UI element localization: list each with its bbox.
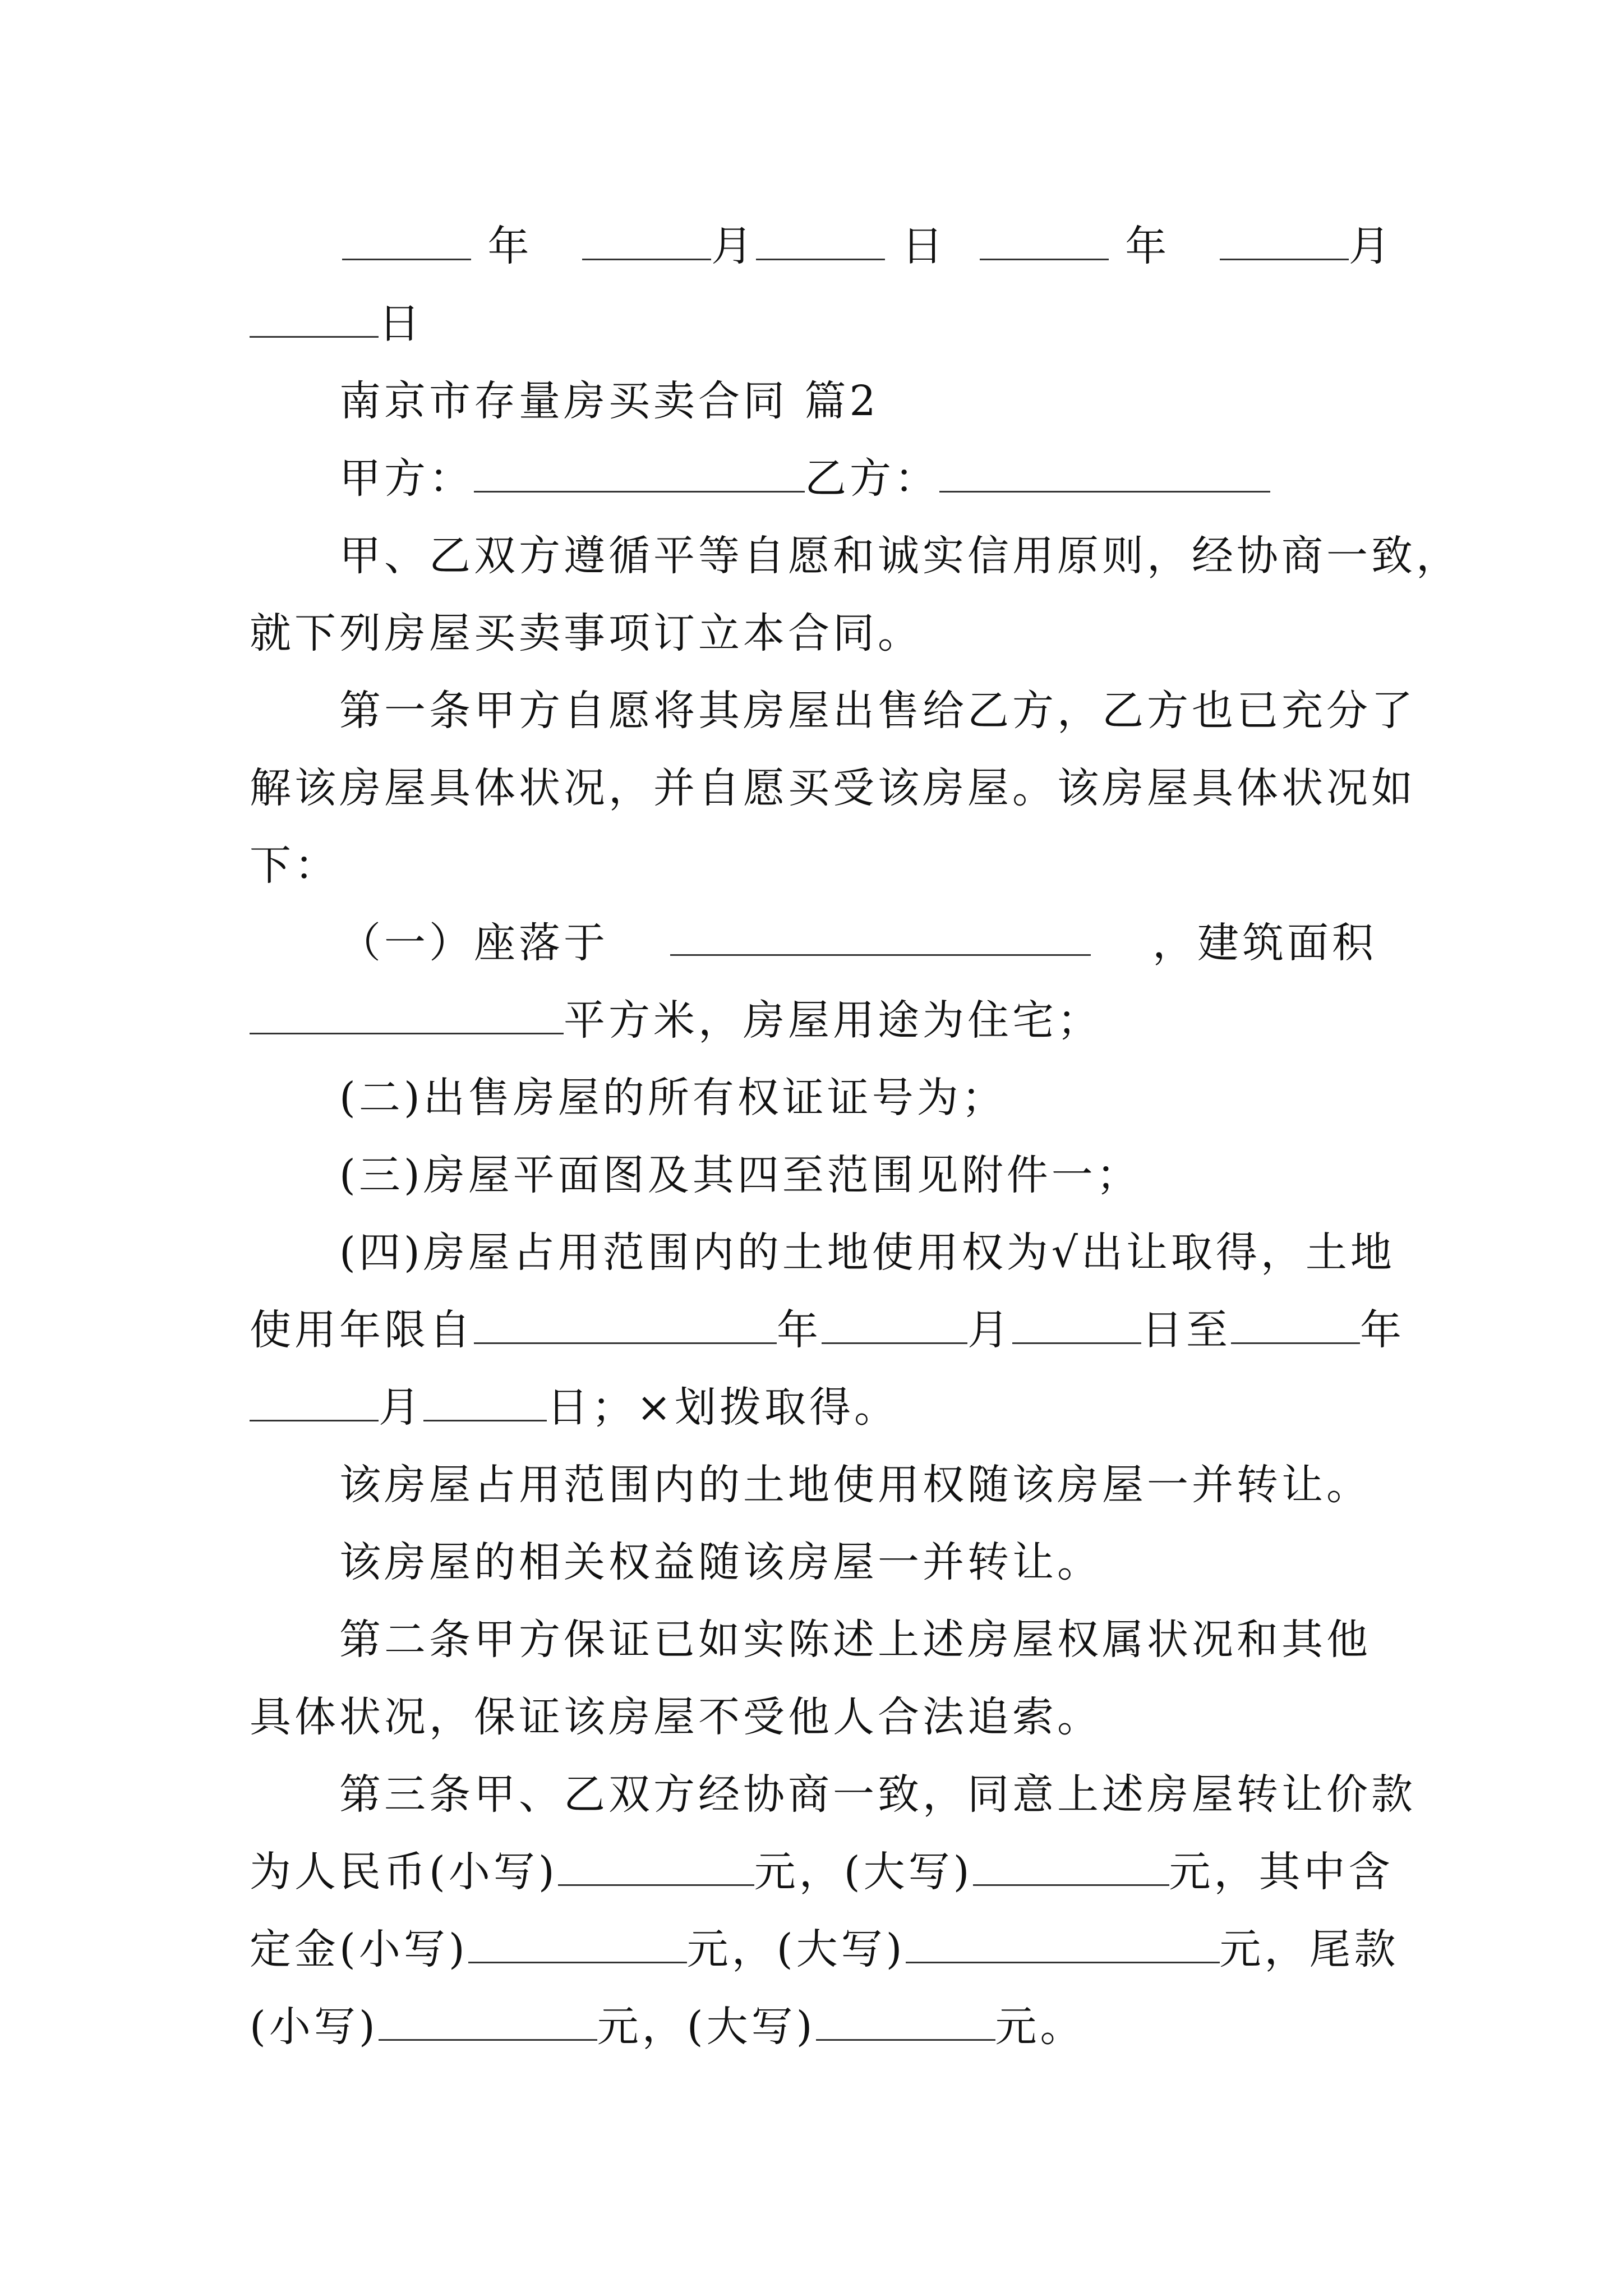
- blank-field: [1012, 1303, 1141, 1344]
- blank-field: [1220, 219, 1349, 260]
- day-to-label: 日至: [1141, 1306, 1231, 1354]
- party-b-blank: [939, 452, 1270, 493]
- article-1-line-2: 解该房屋具体状况，并自愿买受该房屋。该房屋具体状况如: [250, 764, 1416, 812]
- blank-field: [582, 219, 711, 260]
- item-1-line-2: [250, 992, 1102, 1048]
- page-title: 南京市存量房买卖合同 篇2: [339, 377, 879, 425]
- blank-field: [906, 1922, 1220, 1963]
- price-big-label: 元，(大写): [754, 1848, 973, 1896]
- item-4-line-1: (四)房屋占用范围内的土地使用权为√出让取得，土地: [339, 1228, 1395, 1277]
- article-1-line-3: 下：: [250, 841, 339, 890]
- blank-field: [816, 2000, 995, 2041]
- item-2: (二)出售房屋的所有权证证号为；: [339, 1074, 1007, 1122]
- day-label: 日: [379, 300, 423, 348]
- deposit-big-label: 元，(大写): [686, 1925, 906, 1973]
- article-3-line-4: [250, 1999, 1085, 2055]
- deposit-suffix: 元，尾款: [1219, 1925, 1399, 1973]
- party-b-label: 乙方：: [805, 454, 939, 503]
- item-4-suffix: 日；×划拨取得。: [547, 1383, 900, 1432]
- location-blank: [670, 915, 1091, 956]
- blank-field: [474, 1303, 777, 1344]
- year-label: 年: [487, 222, 533, 270]
- land-term-prefix: 使用年限自: [250, 1306, 474, 1354]
- intro-line-2: 就下列房屋买卖事项订立本合同。: [250, 609, 923, 657]
- blank-field: [379, 2000, 597, 2041]
- rights-note: 该房屋的相关权益随该房屋一并转让。: [339, 1538, 1102, 1586]
- item-1-mid: ，建筑面积: [1152, 919, 1377, 967]
- blank-field: [558, 1845, 754, 1886]
- date-line: [342, 218, 1394, 274]
- blank-field: [1231, 1303, 1360, 1344]
- balance-big-label: 元，(大写): [597, 2003, 816, 2051]
- article-3-line-2: [250, 1844, 1394, 1900]
- balance-suffix: 元。: [995, 2003, 1085, 2051]
- month-label: 月: [379, 1383, 423, 1432]
- blank-field: [756, 219, 885, 260]
- blank-field: [973, 1845, 1169, 1886]
- blank-field: [250, 1381, 379, 1421]
- price-small-label: 为人民币(小写): [250, 1848, 558, 1896]
- blank-field: [250, 297, 379, 338]
- month-label: 月: [967, 1306, 1012, 1354]
- balance-small-label: (小写): [250, 2003, 379, 2051]
- item-1-suffix: 平方米，房屋用途为住宅；: [564, 996, 1102, 1045]
- blank-field: [423, 1381, 547, 1421]
- date-line-cont: [250, 296, 423, 352]
- article-2-line-2: 具体状况，保证该房屋不受他人合法追索。: [250, 1693, 1102, 1741]
- article-1-line-1: 第一条甲方自愿将其房屋出售给乙方，乙方也已充分了: [339, 687, 1416, 735]
- day-label: 日: [901, 222, 947, 270]
- intro-line-1: 甲、乙双方遵循平等自愿和诚实信用原则，经协商一致，: [339, 532, 1461, 580]
- blank-field: [342, 219, 471, 260]
- blank-field: [468, 1922, 687, 1963]
- article-3-line-3: [250, 1921, 1399, 1977]
- month-label: 月: [711, 222, 757, 270]
- area-blank: [250, 993, 564, 1034]
- party-a-label: 甲方：: [339, 454, 474, 503]
- item-4-line-3: [250, 1379, 899, 1435]
- blank-field: [822, 1303, 967, 1344]
- article-3-line-1: 第三条甲、乙双方经协商一致，同意上述房屋转让价款: [339, 1770, 1416, 1819]
- party-a-blank: [474, 452, 805, 493]
- blank-field: [980, 219, 1109, 260]
- parties-line: [339, 450, 1270, 507]
- land-note: 该房屋占用范围内的土地使用权随该房屋一并转让。: [339, 1461, 1371, 1509]
- article-2-line-1: 第二条甲方保证已如实陈述上述房屋权属状况和其他: [339, 1616, 1371, 1664]
- item-1-line-1: [339, 915, 1377, 971]
- month-label: 月: [1348, 222, 1394, 270]
- year-label: 年: [1125, 222, 1170, 270]
- price-suffix: 元，其中含: [1169, 1848, 1394, 1896]
- item-3: (三)房屋平面图及其四至范围见附件一；: [339, 1151, 1141, 1199]
- deposit-small-label: 定金(小写): [250, 1925, 468, 1973]
- year-label: 年: [1360, 1306, 1405, 1354]
- year-label: 年: [777, 1306, 822, 1354]
- item-4-line-2: [250, 1302, 1405, 1358]
- item-1-prefix: （一）座落于: [339, 919, 608, 967]
